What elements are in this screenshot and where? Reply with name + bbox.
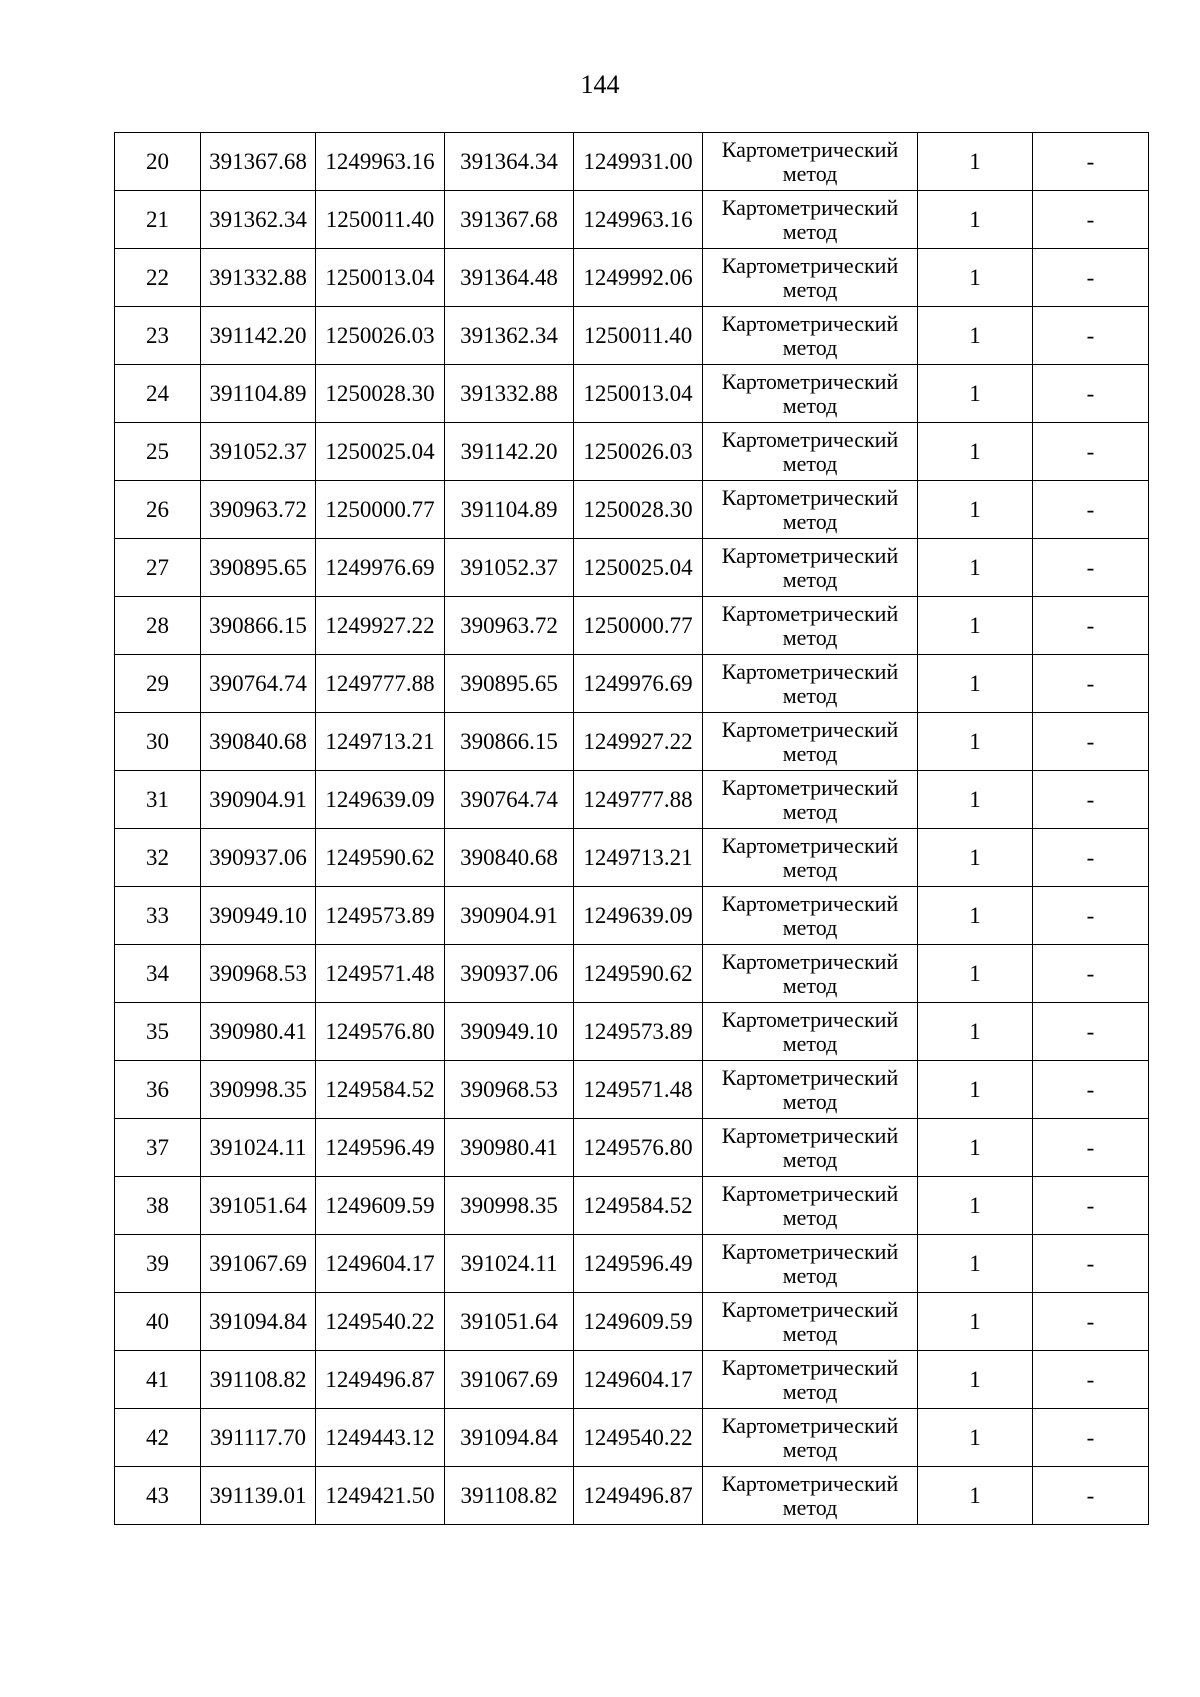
method-cell: [703, 1003, 918, 1061]
point-number-cell: 27: [115, 539, 201, 597]
prev-x-coordinate-cell: 391094.84: [445, 1409, 574, 1467]
method-cell: [703, 713, 918, 771]
method-line-2: метод: [782, 972, 838, 998]
prev-x-coordinate-cell: 390840.68: [445, 829, 574, 887]
point-number-cell: 37: [115, 1119, 201, 1177]
y-coordinate-cell: 1250013.04: [316, 249, 445, 307]
method-line-1: Картометрический: [721, 774, 899, 800]
point-number-cell: 24: [115, 365, 201, 423]
method-cell: [703, 1351, 918, 1409]
prev-x-coordinate-cell: 390937.06: [445, 945, 574, 1003]
method-line-1: Картометрический: [721, 658, 899, 684]
method-line-2: метод: [782, 1146, 838, 1172]
accuracy-cell: 1: [918, 597, 1033, 655]
note-cell: -: [1033, 1409, 1149, 1467]
y-coordinate-cell: 1249496.87: [316, 1351, 445, 1409]
method-line-1: Картометрический: [721, 542, 899, 568]
method-cell: [703, 539, 918, 597]
note-cell: -: [1033, 365, 1149, 423]
point-number-cell: 30: [115, 713, 201, 771]
y-coordinate-cell: 1249590.62: [316, 829, 445, 887]
point-number-cell: 23: [115, 307, 201, 365]
method-cell: [703, 887, 918, 945]
method-line-2: метод: [782, 1436, 838, 1462]
note-cell: -: [1033, 1177, 1149, 1235]
y-coordinate-cell: 1250000.77: [316, 481, 445, 539]
table-row: [115, 1293, 1149, 1351]
y-coordinate-cell: 1249777.88: [316, 655, 445, 713]
x-coordinate-cell: 390937.06: [201, 829, 316, 887]
y-coordinate-cell: 1250026.03: [316, 307, 445, 365]
method-line-1: Картометрический: [721, 136, 899, 162]
y-coordinate-cell: 1250025.04: [316, 423, 445, 481]
note-cell: -: [1033, 655, 1149, 713]
note-cell: -: [1033, 133, 1149, 191]
prev-y-coordinate-cell: 1249496.87: [574, 1467, 703, 1525]
method-cell: [703, 1409, 918, 1467]
prev-x-coordinate-cell: 391067.69: [445, 1351, 574, 1409]
method-line-1: Картометрический: [721, 426, 899, 452]
method-line-2: метод: [782, 1320, 838, 1346]
y-coordinate-cell: 1249421.50: [316, 1467, 445, 1525]
x-coordinate-cell: 391367.68: [201, 133, 316, 191]
note-cell: -: [1033, 1061, 1149, 1119]
method-cell: [703, 307, 918, 365]
accuracy-cell: 1: [918, 307, 1033, 365]
note-cell: -: [1033, 1351, 1149, 1409]
x-coordinate-cell: 390968.53: [201, 945, 316, 1003]
point-number-cell: 43: [115, 1467, 201, 1525]
method-line-2: метод: [782, 1030, 838, 1056]
method-cell: [703, 133, 918, 191]
table-row: [115, 539, 1149, 597]
prev-x-coordinate-cell: 391332.88: [445, 365, 574, 423]
note-cell: -: [1033, 887, 1149, 945]
method-line-2: метод: [782, 508, 838, 534]
method-cell: [703, 1177, 918, 1235]
note-cell: -: [1033, 1235, 1149, 1293]
method-line-1: Картометрический: [721, 194, 899, 220]
prev-y-coordinate-cell: 1249590.62: [574, 945, 703, 1003]
method-line-1: Картометрический: [721, 1238, 899, 1264]
prev-x-coordinate-cell: 391362.34: [445, 307, 574, 365]
accuracy-cell: 1: [918, 1467, 1033, 1525]
prev-x-coordinate-cell: 390980.41: [445, 1119, 574, 1177]
table-row: [115, 1003, 1149, 1061]
x-coordinate-cell: 391052.37: [201, 423, 316, 481]
prev-x-coordinate-cell: 391024.11: [445, 1235, 574, 1293]
x-coordinate-cell: 391104.89: [201, 365, 316, 423]
prev-x-coordinate-cell: 390968.53: [445, 1061, 574, 1119]
method-cell: [703, 597, 918, 655]
method-line-2: метод: [782, 914, 838, 940]
method-line-1: Картометрический: [721, 1006, 899, 1032]
method-cell: [703, 249, 918, 307]
method-line-2: метод: [782, 334, 838, 360]
prev-x-coordinate-cell: 391108.82: [445, 1467, 574, 1525]
method-cell: [703, 771, 918, 829]
prev-y-coordinate-cell: 1249609.59: [574, 1293, 703, 1351]
point-number-cell: 35: [115, 1003, 201, 1061]
method-cell: [703, 365, 918, 423]
method-line-1: Картометрический: [721, 600, 899, 626]
note-cell: -: [1033, 1293, 1149, 1351]
method-line-2: метод: [782, 1088, 838, 1114]
method-line-2: метод: [782, 566, 838, 592]
y-coordinate-cell: 1249639.09: [316, 771, 445, 829]
x-coordinate-cell: 390904.91: [201, 771, 316, 829]
prev-y-coordinate-cell: 1249596.49: [574, 1235, 703, 1293]
method-line-2: метод: [782, 740, 838, 766]
method-cell: [703, 1119, 918, 1177]
note-cell: -: [1033, 945, 1149, 1003]
method-line-1: Картометрический: [721, 1296, 899, 1322]
prev-y-coordinate-cell: 1249713.21: [574, 829, 703, 887]
table-row: [115, 1351, 1149, 1409]
method-line-2: метод: [782, 1494, 838, 1520]
prev-x-coordinate-cell: 391142.20: [445, 423, 574, 481]
point-number-cell: 21: [115, 191, 201, 249]
prev-x-coordinate-cell: 391051.64: [445, 1293, 574, 1351]
method-cell: [703, 1293, 918, 1351]
prev-y-coordinate-cell: 1250028.30: [574, 481, 703, 539]
prev-x-coordinate-cell: 390764.74: [445, 771, 574, 829]
point-number-cell: 22: [115, 249, 201, 307]
method-line-2: метод: [782, 160, 838, 186]
prev-x-coordinate-cell: 390904.91: [445, 887, 574, 945]
point-number-cell: 36: [115, 1061, 201, 1119]
method-line-2: метод: [782, 276, 838, 302]
method-line-1: Картометрический: [721, 1122, 899, 1148]
accuracy-cell: 1: [918, 1119, 1033, 1177]
accuracy-cell: 1: [918, 1293, 1033, 1351]
note-cell: -: [1033, 771, 1149, 829]
note-cell: -: [1033, 597, 1149, 655]
prev-x-coordinate-cell: 391104.89: [445, 481, 574, 539]
method-line-1: Картометрический: [721, 890, 899, 916]
note-cell: -: [1033, 191, 1149, 249]
method-cell: [703, 191, 918, 249]
prev-x-coordinate-cell: 390963.72: [445, 597, 574, 655]
point-number-cell: 39: [115, 1235, 201, 1293]
point-number-cell: 28: [115, 597, 201, 655]
accuracy-cell: 1: [918, 1177, 1033, 1235]
method-line-1: Картометрический: [721, 948, 899, 974]
method-line-2: метод: [782, 1378, 838, 1404]
method-line-2: метод: [782, 1262, 838, 1288]
table-body: [115, 133, 1149, 1525]
y-coordinate-cell: 1249963.16: [316, 133, 445, 191]
accuracy-cell: 1: [918, 655, 1033, 713]
y-coordinate-cell: 1249573.89: [316, 887, 445, 945]
x-coordinate-cell: 390963.72: [201, 481, 316, 539]
y-coordinate-cell: 1249576.80: [316, 1003, 445, 1061]
prev-x-coordinate-cell: 391364.34: [445, 133, 574, 191]
note-cell: -: [1033, 1119, 1149, 1177]
accuracy-cell: 1: [918, 829, 1033, 887]
table-row: [115, 887, 1149, 945]
x-coordinate-cell: 391024.11: [201, 1119, 316, 1177]
table-row: [115, 1467, 1149, 1525]
prev-x-coordinate-cell: 390998.35: [445, 1177, 574, 1235]
prev-y-coordinate-cell: 1249976.69: [574, 655, 703, 713]
prev-y-coordinate-cell: 1249992.06: [574, 249, 703, 307]
x-coordinate-cell: 391139.01: [201, 1467, 316, 1525]
accuracy-cell: 1: [918, 771, 1033, 829]
point-number-cell: 29: [115, 655, 201, 713]
accuracy-cell: 1: [918, 481, 1033, 539]
method-line-2: метод: [782, 856, 838, 882]
point-number-cell: 41: [115, 1351, 201, 1409]
x-coordinate-cell: 391117.70: [201, 1409, 316, 1467]
y-coordinate-cell: 1249604.17: [316, 1235, 445, 1293]
x-coordinate-cell: 390895.65: [201, 539, 316, 597]
method-line-1: Картометрический: [721, 1470, 899, 1496]
y-coordinate-cell: 1249713.21: [316, 713, 445, 771]
method-line-1: Картометрический: [721, 310, 899, 336]
method-line-2: метод: [782, 798, 838, 824]
method-cell: [703, 423, 918, 481]
table-row: [115, 249, 1149, 307]
x-coordinate-cell: 390840.68: [201, 713, 316, 771]
method-line-1: Картометрический: [721, 484, 899, 510]
accuracy-cell: 1: [918, 713, 1033, 771]
method-line-2: метод: [782, 218, 838, 244]
prev-y-coordinate-cell: 1249963.16: [574, 191, 703, 249]
y-coordinate-cell: 1249540.22: [316, 1293, 445, 1351]
x-coordinate-cell: 391142.20: [201, 307, 316, 365]
table-row: [115, 365, 1149, 423]
prev-y-coordinate-cell: 1250011.40: [574, 307, 703, 365]
accuracy-cell: 1: [918, 133, 1033, 191]
method-cell: [703, 829, 918, 887]
method-line-2: метод: [782, 682, 838, 708]
accuracy-cell: 1: [918, 1003, 1033, 1061]
table-row: [115, 713, 1149, 771]
x-coordinate-cell: 391094.84: [201, 1293, 316, 1351]
prev-y-coordinate-cell: 1249576.80: [574, 1119, 703, 1177]
prev-y-coordinate-cell: 1249639.09: [574, 887, 703, 945]
coordinates-table: [114, 132, 1149, 1525]
prev-y-coordinate-cell: 1249931.00: [574, 133, 703, 191]
prev-y-coordinate-cell: 1249573.89: [574, 1003, 703, 1061]
prev-x-coordinate-cell: 391052.37: [445, 539, 574, 597]
table-row: [115, 1177, 1149, 1235]
accuracy-cell: 1: [918, 249, 1033, 307]
point-number-cell: 40: [115, 1293, 201, 1351]
prev-y-coordinate-cell: 1249927.22: [574, 713, 703, 771]
note-cell: -: [1033, 539, 1149, 597]
prev-y-coordinate-cell: 1249777.88: [574, 771, 703, 829]
method-line-2: метод: [782, 450, 838, 476]
table-row: [115, 829, 1149, 887]
note-cell: -: [1033, 829, 1149, 887]
method-line-1: Картометрический: [721, 716, 899, 742]
method-cell: [703, 1467, 918, 1525]
y-coordinate-cell: 1249584.52: [316, 1061, 445, 1119]
method-line-1: Картометрический: [721, 1354, 899, 1380]
x-coordinate-cell: 391051.64: [201, 1177, 316, 1235]
method-cell: [703, 1235, 918, 1293]
accuracy-cell: 1: [918, 365, 1033, 423]
table-row: [115, 481, 1149, 539]
y-coordinate-cell: 1250011.40: [316, 191, 445, 249]
method-cell: [703, 481, 918, 539]
prev-x-coordinate-cell: 391367.68: [445, 191, 574, 249]
table-row: [115, 1119, 1149, 1177]
table-row: [115, 1409, 1149, 1467]
accuracy-cell: 1: [918, 539, 1033, 597]
y-coordinate-cell: 1249609.59: [316, 1177, 445, 1235]
x-coordinate-cell: 391332.88: [201, 249, 316, 307]
note-cell: -: [1033, 307, 1149, 365]
accuracy-cell: 1: [918, 423, 1033, 481]
prev-y-coordinate-cell: 1249571.48: [574, 1061, 703, 1119]
method-line-2: метод: [782, 624, 838, 650]
x-coordinate-cell: 390866.15: [201, 597, 316, 655]
prev-x-coordinate-cell: 390866.15: [445, 713, 574, 771]
note-cell: -: [1033, 713, 1149, 771]
method-cell: [703, 945, 918, 1003]
y-coordinate-cell: 1249443.12: [316, 1409, 445, 1467]
note-cell: -: [1033, 249, 1149, 307]
note-cell: -: [1033, 1467, 1149, 1525]
x-coordinate-cell: 391108.82: [201, 1351, 316, 1409]
note-cell: -: [1033, 423, 1149, 481]
table-row: [115, 597, 1149, 655]
accuracy-cell: 1: [918, 945, 1033, 1003]
x-coordinate-cell: 391067.69: [201, 1235, 316, 1293]
y-coordinate-cell: 1249927.22: [316, 597, 445, 655]
point-number-cell: 31: [115, 771, 201, 829]
table-row: [115, 945, 1149, 1003]
accuracy-cell: 1: [918, 1409, 1033, 1467]
table-row: [115, 307, 1149, 365]
page-number: 144: [580, 70, 620, 99]
point-number-cell: 25: [115, 423, 201, 481]
table-row: [115, 1235, 1149, 1293]
y-coordinate-cell: 1249571.48: [316, 945, 445, 1003]
table-row: [115, 133, 1149, 191]
y-coordinate-cell: 1249976.69: [316, 539, 445, 597]
method-line-1: Картометрический: [721, 1412, 899, 1438]
point-number-cell: 34: [115, 945, 201, 1003]
prev-y-coordinate-cell: 1250013.04: [574, 365, 703, 423]
x-coordinate-cell: 390764.74: [201, 655, 316, 713]
accuracy-cell: 1: [918, 887, 1033, 945]
accuracy-cell: 1: [918, 191, 1033, 249]
method-cell: [703, 1061, 918, 1119]
method-line-1: Картометрический: [721, 252, 899, 278]
prev-y-coordinate-cell: 1250026.03: [574, 423, 703, 481]
method-cell: [703, 655, 918, 713]
x-coordinate-cell: 390998.35: [201, 1061, 316, 1119]
x-coordinate-cell: 390980.41: [201, 1003, 316, 1061]
x-coordinate-cell: 390949.10: [201, 887, 316, 945]
table-row: [115, 423, 1149, 481]
y-coordinate-cell: 1249596.49: [316, 1119, 445, 1177]
note-cell: -: [1033, 481, 1149, 539]
prev-x-coordinate-cell: 391364.48: [445, 249, 574, 307]
point-number-cell: 32: [115, 829, 201, 887]
point-number-cell: 20: [115, 133, 201, 191]
method-line-1: Картометрический: [721, 1180, 899, 1206]
prev-y-coordinate-cell: 1250025.04: [574, 539, 703, 597]
y-coordinate-cell: 1250028.30: [316, 365, 445, 423]
prev-x-coordinate-cell: 390949.10: [445, 1003, 574, 1061]
point-number-cell: 33: [115, 887, 201, 945]
method-line-1: Картометрический: [721, 368, 899, 394]
accuracy-cell: 1: [918, 1061, 1033, 1119]
accuracy-cell: 1: [918, 1235, 1033, 1293]
method-line-1: Картометрический: [721, 832, 899, 858]
point-number-cell: 26: [115, 481, 201, 539]
point-number-cell: 42: [115, 1409, 201, 1467]
prev-y-coordinate-cell: 1249604.17: [574, 1351, 703, 1409]
method-line-2: метод: [782, 1204, 838, 1230]
note-cell: -: [1033, 1003, 1149, 1061]
method-line-1: Картометрический: [721, 1064, 899, 1090]
accuracy-cell: 1: [918, 1351, 1033, 1409]
point-number-cell: 38: [115, 1177, 201, 1235]
method-line-2: метод: [782, 392, 838, 418]
table-row: [115, 191, 1149, 249]
table-row: [115, 771, 1149, 829]
prev-y-coordinate-cell: 1249584.52: [574, 1177, 703, 1235]
prev-y-coordinate-cell: 1250000.77: [574, 597, 703, 655]
prev-y-coordinate-cell: 1249540.22: [574, 1409, 703, 1467]
x-coordinate-cell: 391362.34: [201, 191, 316, 249]
prev-x-coordinate-cell: 390895.65: [445, 655, 574, 713]
table-row: [115, 1061, 1149, 1119]
table-row: [115, 655, 1149, 713]
